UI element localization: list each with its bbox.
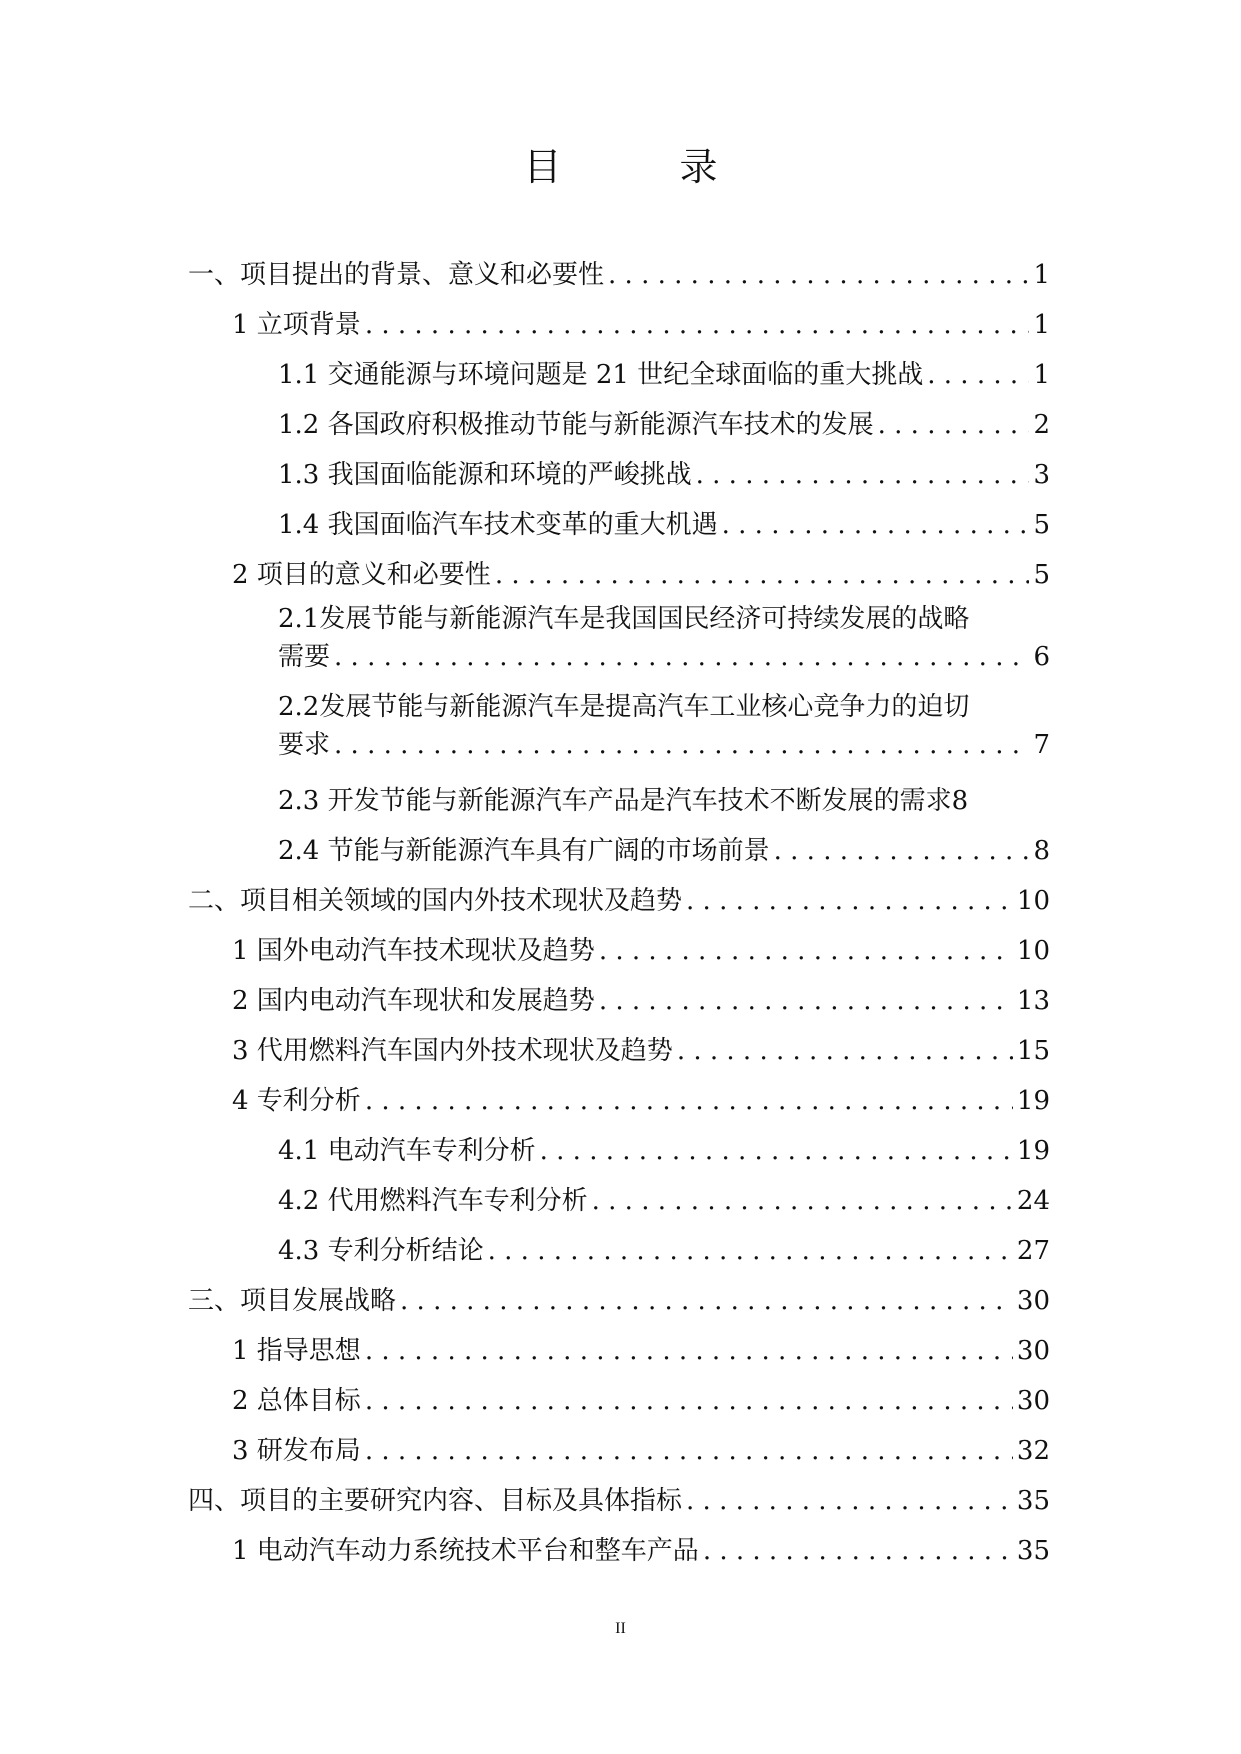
page-number-footer: II — [615, 1620, 626, 1637]
toc-entry-label: 四、项目的主要研究内容、目标及具体指标 — [188, 1486, 683, 1516]
toc-entry[interactable] — [188, 300, 1050, 350]
toc-entry-label: 4 专利分析 — [232, 1086, 361, 1116]
toc-entry-page: 6 — [1033, 642, 1050, 672]
toc-entry-page: 19 — [1016, 1136, 1050, 1166]
toc-entry-label: 2.3 开发节能与新能源汽车产品是汽车技术不断发展的需求 — [278, 786, 952, 816]
toc-entry-label-continued: 要求 — [278, 730, 331, 760]
toc-entry-page: 1 — [1033, 260, 1050, 290]
toc-entry[interactable] — [188, 550, 1050, 600]
toc-entry-page: 3 — [1033, 460, 1050, 490]
toc-entry-page: 27 — [1016, 1236, 1050, 1266]
toc-entry-page: 5 — [1033, 510, 1050, 540]
toc-entry-label: 1 指导思想 — [232, 1336, 361, 1366]
leader-dots — [334, 726, 1029, 764]
toc-entry-page: 19 — [1016, 1086, 1050, 1116]
leader-dots — [677, 1026, 1013, 1076]
toc-entry[interactable] — [188, 976, 1050, 1026]
toc-entry-label: 1 国外电动汽车技术现状及趋势 — [232, 936, 595, 966]
toc-entry-label: 4.2 代用燃料汽车专利分析 — [278, 1186, 588, 1216]
toc-entry-label: 2.4 节能与新能源汽车具有广阔的市场前景 — [278, 836, 770, 866]
toc-entry-label: 二、项目相关领域的国内外技术现状及趋势 — [188, 886, 683, 916]
leader-dots — [927, 350, 1029, 400]
leader-dots — [540, 1126, 1013, 1176]
toc-entry-page: 2 — [1033, 410, 1050, 440]
toc-entry-label: 1.2 各国政府积极推动节能与新能源汽车技术的发展 — [278, 410, 874, 440]
leader-dots — [365, 1376, 1013, 1426]
toc-entry[interactable] — [188, 1176, 1050, 1226]
leader-dots — [592, 1176, 1013, 1226]
leader-dots — [400, 1276, 1013, 1326]
toc-entry-page: 30 — [1016, 1286, 1050, 1316]
leader-dots — [495, 550, 1030, 600]
toc-entry-page: 35 — [1016, 1486, 1050, 1516]
leader-dots — [365, 1326, 1013, 1376]
toc-entry[interactable] — [188, 1026, 1050, 1076]
leader-dots — [608, 250, 1029, 300]
toc-entry-label: 三、项目发展战略 — [188, 1286, 397, 1316]
toc-entry-label: 4.3 专利分析结论 — [278, 1236, 484, 1266]
leader-dots — [686, 1476, 1013, 1526]
toc-entry-page: 10 — [1016, 886, 1050, 916]
leader-dots — [334, 638, 1029, 676]
toc-entry[interactable] — [188, 688, 1050, 764]
leader-dots — [686, 876, 1013, 926]
toc-entry-label: 1 电动汽车动力系统技术平台和整车产品 — [232, 1536, 699, 1566]
toc-entry[interactable] — [188, 826, 1050, 876]
toc-entry-page: 13 — [1016, 986, 1050, 1016]
toc-entry-page: 1 — [1033, 310, 1050, 340]
toc-entry-page: 8 — [1033, 836, 1050, 866]
toc-entry[interactable] — [188, 600, 1050, 676]
toc-entry-page: 5 — [1033, 560, 1050, 590]
leader-dots — [774, 826, 1030, 876]
leader-dots — [696, 450, 1030, 500]
toc-entry-page: 24 — [1016, 1186, 1050, 1216]
toc-entry-page: 8 — [951, 786, 969, 816]
toc-entry[interactable] — [188, 450, 1050, 500]
toc-entry-label: 2 总体目标 — [232, 1386, 361, 1416]
toc-title: 目 录 — [523, 145, 758, 189]
toc-entry[interactable] — [188, 250, 1050, 300]
toc-entry-label: 2 项目的意义和必要性 — [232, 560, 491, 590]
toc-entry-label: 1.1 交通能源与环境问题是 21 世纪全球面临的重大挑战 — [278, 360, 924, 390]
toc-entry-label: 2.2发展节能与新能源汽车是提高汽车工业核心竞争力的迫切 — [278, 692, 970, 722]
leader-dots — [365, 1426, 1013, 1476]
toc-entry-label: 3 研发布局 — [232, 1436, 361, 1466]
toc-entry[interactable] — [188, 350, 1050, 400]
toc-entry[interactable] — [188, 1076, 1050, 1126]
toc-entry[interactable] — [188, 1476, 1050, 1526]
leader-dots — [599, 976, 1013, 1026]
toc-entry-label: 1.4 我国面临汽车技术变革的重大机遇 — [278, 510, 718, 540]
toc-entry[interactable] — [188, 1276, 1050, 1326]
toc-entry-page: 15 — [1016, 1036, 1050, 1066]
toc-entry-page: 35 — [1016, 1536, 1050, 1566]
toc-entry[interactable] — [188, 926, 1050, 976]
leader-dots — [599, 926, 1013, 976]
toc-entry-label: 1 立项背景 — [232, 310, 361, 340]
toc-entry-label: 2.1发展节能与新能源汽车是我国国民经济可持续发展的战略 — [278, 604, 970, 634]
toc-entry-label: 4.1 电动汽车专利分析 — [278, 1136, 536, 1166]
toc-entry[interactable] — [188, 1376, 1050, 1426]
toc-entry-label: 3 代用燃料汽车国内外技术现状及趋势 — [232, 1036, 673, 1066]
toc-entry[interactable] — [188, 1526, 1050, 1576]
toc-entry[interactable] — [188, 1326, 1050, 1376]
toc-entry-page: 30 — [1016, 1336, 1050, 1366]
toc-entry[interactable] — [188, 776, 1050, 826]
leader-dots — [703, 1526, 1013, 1576]
toc-entry[interactable] — [188, 500, 1050, 550]
leader-dots — [878, 400, 1030, 450]
leader-dots — [722, 500, 1030, 550]
toc-entry[interactable] — [188, 400, 1050, 450]
toc-entry-page: 7 — [1033, 730, 1050, 760]
toc-entry[interactable] — [188, 1426, 1050, 1476]
toc-entry-label: 2 国内电动汽车现状和发展趋势 — [232, 986, 595, 1016]
toc-entry-page: 10 — [1016, 936, 1050, 966]
leader-dots — [365, 300, 1030, 350]
leader-dots — [488, 1226, 1013, 1276]
toc-entry-page: 30 — [1016, 1386, 1050, 1416]
table-of-contents — [188, 250, 1050, 1576]
toc-entry-label: 1.3 我国面临能源和环境的严峻挑战 — [278, 460, 692, 490]
toc-entry[interactable] — [188, 1126, 1050, 1176]
toc-entry-page: 32 — [1016, 1436, 1050, 1466]
leader-dots — [365, 1076, 1013, 1126]
toc-entry-page: 1 — [1033, 360, 1050, 390]
toc-entry[interactable] — [188, 1226, 1050, 1276]
toc-entry-label: 一、项目提出的背景、意义和必要性 — [188, 260, 605, 290]
toc-entry-label-continued: 需要 — [278, 642, 331, 672]
toc-entry[interactable] — [188, 876, 1050, 926]
